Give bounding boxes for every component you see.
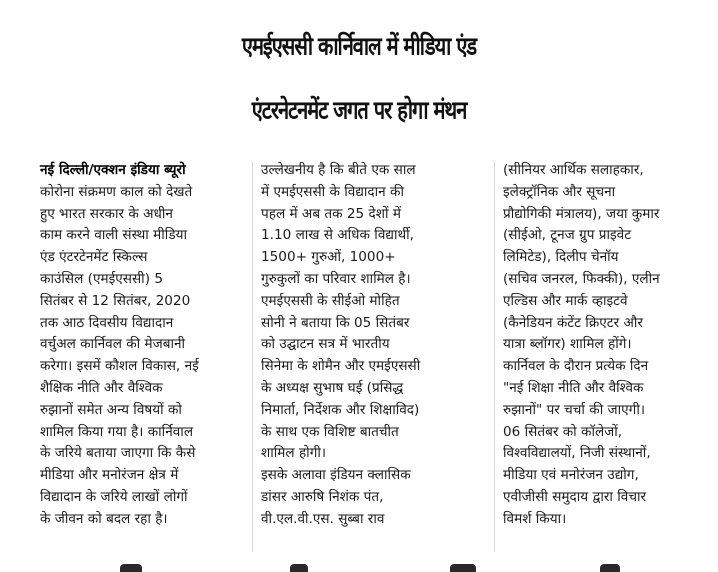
article-line: रुझानों समेत अन्य विषयों को xyxy=(40,401,182,418)
article-line: करेगा। इसमें कौशल विकास, नई xyxy=(40,358,199,375)
article-column-2 xyxy=(261,160,483,531)
article-line: लिमिटेड), दिलीप चेनॉय xyxy=(503,249,619,266)
article-column-3 xyxy=(503,160,716,531)
article-line: काउंसिल (एमईएससी) 5 xyxy=(40,270,163,287)
article-line: वर्चुअल कार्निवल की मेजबानी xyxy=(40,336,186,353)
article-line: 1.10 लाख से अधिक विद्यार्थी, xyxy=(261,227,414,244)
article-line: सितंबर से 12 सितंबर, 2020 xyxy=(40,292,191,309)
article-line: एवीजीसी समुदाय द्वारा विचार xyxy=(503,488,647,505)
article-line: प्रौद्योगिकी मंत्रालय), जया कुमार xyxy=(503,205,660,222)
article-line: सोनी ने बताया कि 05 सितंबर xyxy=(261,314,410,331)
dateline: नई दिल्ली/एक्शन इंडिया ब्यूरो xyxy=(40,162,186,178)
cut-off-glyph xyxy=(120,564,142,572)
cut-off-glyph xyxy=(450,564,476,572)
article-line: मीडिया एवं मनोरंजन उद्योग, xyxy=(503,467,639,484)
article-line: में एमईएससी के विद्यादान की xyxy=(261,183,404,200)
article-line: 06 सितंबर को कॉलेजों, xyxy=(503,423,623,440)
article-line: कोरोना संक्रमण काल को देखते xyxy=(40,183,193,200)
article-line: यात्रा ब्लॉगर) शामिल होंगे। xyxy=(503,336,632,353)
article-line: एंड एंटरटेनमेंट स्किल्स xyxy=(40,249,148,266)
article-line: विमर्श किया। xyxy=(503,510,567,527)
article-line: (सीनियर आर्थिक सलाहकार, xyxy=(503,162,644,178)
article-line: (सीईओ, टूनज ग्रुप प्राइवेट xyxy=(503,227,632,244)
article-line: शामिल होगी। xyxy=(261,445,327,462)
article-line: शामिल किया गया है। कार्निवाल xyxy=(40,423,194,440)
cut-off-glyph xyxy=(290,564,308,572)
article-line: गुरुकुलों का परिवार शामिल है। xyxy=(261,270,411,287)
article-line: के जरिये बताया जाएगा कि कैसे xyxy=(40,445,196,462)
article-line: पहल में अब तक 25 देशों में xyxy=(261,205,401,222)
article-body xyxy=(40,160,716,556)
article-line: विश्वविद्यालयों, निजी संस्थानों, xyxy=(503,445,651,462)
article-line: रुझानों" पर चर्चा की जाएगी। xyxy=(503,401,646,418)
article-line: इसके अलावा इंडियन क्लासिक xyxy=(261,467,411,484)
article-line: के अध्यक्ष सुभाष घई (प्रसिद्ध xyxy=(261,379,404,396)
article-line: मीडिया और मनोरंजन क्षेत्र में xyxy=(40,467,179,484)
article-line: 1500+ गुरुओं, 1000+ xyxy=(261,249,396,266)
article-line: डांसर आरुषि निशंक पंत, xyxy=(261,488,384,505)
article-line: इलेक्ट्रॉनिक और सूचना xyxy=(503,183,616,200)
article-line: को उद्घाटन सत्र में भारतीय xyxy=(261,336,390,353)
article-line: सिनेमा के शोमैन और एमईएससी xyxy=(261,358,421,375)
article-line: उल्लेखनीय है कि बीते एक साल xyxy=(261,162,416,178)
article-line: "नई शिक्षा नीति और वैश्विक xyxy=(503,379,644,396)
article-line: शैक्षिक नीति और वैश्विक xyxy=(40,379,163,396)
cut-off-glyph xyxy=(600,564,620,572)
next-article-fragment xyxy=(0,560,718,572)
article-column-1 xyxy=(40,160,246,531)
headline-line-1: एमईएससी कार्निवाल में मीडिया एंड xyxy=(241,30,477,61)
article-line: कार्निवल के दौरान प्रत्येक दिन xyxy=(503,358,649,375)
article-line: के साथ एक विशिष्ट बातचीत xyxy=(261,423,399,440)
article-line: (सचिव जनरल, फिक्की), एलीन xyxy=(503,270,660,287)
article-line: एल्डिस और मार्क व्हाइटवे xyxy=(503,292,628,309)
article-line: वी.एल.वी.एस. सुब्बा राव xyxy=(261,510,385,527)
article-line: (कैनेडियन कंटेंट क्रिएटर और xyxy=(503,314,643,331)
article-line: हुए भारत सरकार के अधीन xyxy=(40,205,173,222)
article-line: निमार्ता, निर्देशक और शिक्षाविद) xyxy=(261,401,420,418)
article-line: तक आठ दिवसीय विद्यादान xyxy=(40,314,174,331)
article-line: काम करने वाली संस्था मीडिया xyxy=(40,227,187,244)
article-line: विद्यादान के जरिये लाखों लोगों xyxy=(40,488,188,505)
headline-line-2: एंटरनेटनमेंट जगत पर होगा मंथन xyxy=(251,94,467,125)
article-line: एमईएससी के सीईओ मोहित xyxy=(261,292,400,309)
article-line: के जीवन को बदल रहा है। xyxy=(40,510,168,527)
